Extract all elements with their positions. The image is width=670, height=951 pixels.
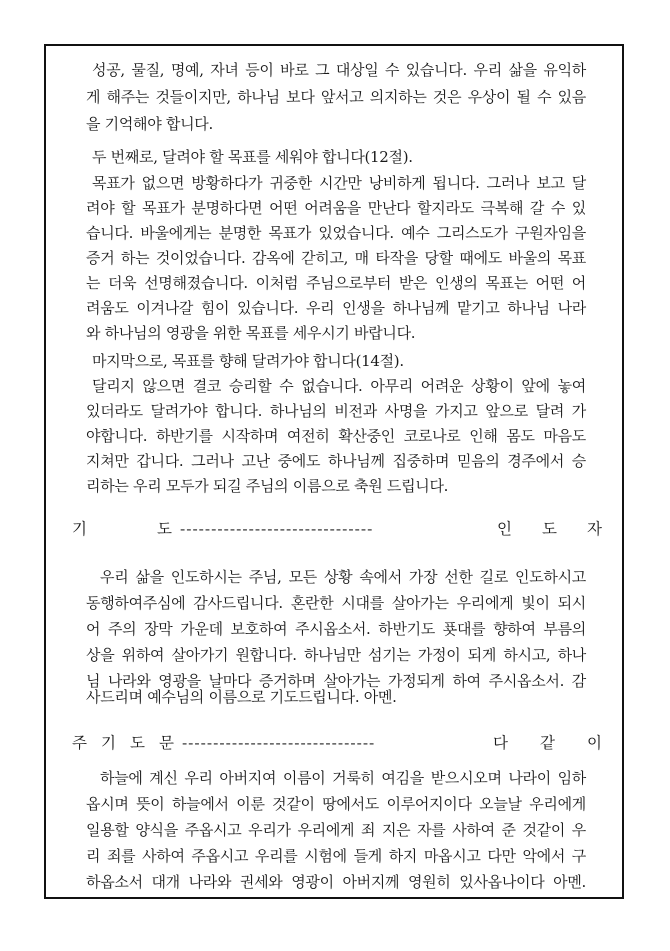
heading-char: 주 bbox=[72, 734, 87, 752]
lords-prayer-line: 리 죄를 사하여 주옵시고 우리를 시험에 들게 하지 마옵시고 다만 악에서 구 bbox=[86, 847, 586, 865]
sermon-line: 야합니다. 하반기를 시작하며 여전히 확산중인 코로나로 인해 몸도 마음도 bbox=[86, 427, 586, 445]
section-subtitle: 두 번째로, 달려야 할 목표를 세워야 합니다(12절). bbox=[92, 148, 413, 166]
lords-prayer-line: 하옵소서 대개 나라와 권세와 영광이 아버지께 영원히 있사옵나이다 아멘. bbox=[86, 873, 586, 891]
prayer-line: 동행하여주심에 감사드립니다. 혼란한 시대를 살아가는 우리에게 빛이 되시 bbox=[86, 594, 586, 612]
sermon-line: 리하는 우리 모두가 되길 주님의 이름으로 축원 드립니다. bbox=[86, 477, 449, 495]
heading-char: 도 bbox=[156, 520, 172, 538]
sermon-line: 는 더욱 선명해졌습니다. 이처럼 주님으로부터 받은 인생의 목표는 어떤 어 bbox=[86, 274, 586, 292]
sermon-line: 성공, 물질, 명예, 자녀 등이 바로 그 대상일 수 있습니다. 우리 삶을 유익하 bbox=[92, 61, 586, 79]
prayer-heading bbox=[72, 516, 602, 542]
sermon-line: 게 해주는 것들이지만, 하나님 보다 앞서고 의지하는 것은 우상이 될 수 있음 bbox=[86, 88, 586, 106]
heading-char: 같 bbox=[540, 734, 556, 752]
prayer-line: 사드리며 예수님의 이름으로 기도드립니다. 아멘. bbox=[86, 688, 397, 706]
lords-prayer-heading bbox=[72, 730, 602, 756]
heading-char: 기 bbox=[100, 734, 116, 752]
heading-dash-leader: ------------------------------- bbox=[181, 734, 376, 752]
heading-char: 인 bbox=[497, 520, 513, 538]
heading-dash-leader: ------------------------------- bbox=[179, 520, 374, 538]
sermon-line: 있더라도 달려가야 합니다. 하나님의 비전과 사명을 가지고 앞으로 달려 가 bbox=[86, 402, 586, 420]
heading-char: 도 bbox=[129, 734, 145, 752]
lords-prayer-line: 하늘에 계신 우리 아버지여 이름이 거룩히 여김을 받으시오며 나라이 임하 bbox=[100, 769, 586, 787]
sermon-line: 달리지 않으면 결코 승리할 수 없습니다. 아무리 어려운 상황이 앞에 놓여 bbox=[92, 377, 586, 395]
sermon-line: 을 기억해야 합니다. bbox=[86, 115, 213, 133]
section-subtitle: 마지막으로, 목표를 향해 달려가야 합니다(14절). bbox=[92, 352, 404, 370]
sermon-line: 와 하나님의 영광을 위한 목표를 세우시기 바랍니다. bbox=[86, 324, 416, 342]
sermon-line: 려야 할 목표가 분명하다면 어떤 어려움을 만난다 할지라도 극복해 갈 수 있 bbox=[86, 199, 586, 217]
sermon-line: 지쳐만 갑니다. 그러나 고난 중에도 하나님께 집중하며 믿음의 경주에서 승 bbox=[86, 452, 586, 470]
prayer-line: 상을 위하여 살아가기 원합니다. 하나님만 섬기는 가정이 되게 하시고, 하나 bbox=[86, 646, 586, 664]
heading-char: 문 bbox=[158, 734, 174, 752]
lords-prayer-line: 옵시며 뜻이 하늘에서 이룬 것같이 땅에서도 이루어지이다 오늘날 우리에게 bbox=[86, 795, 586, 813]
heading-char: 기 bbox=[72, 520, 87, 538]
lords-prayer-line: 일용할 양식을 주옵시고 우리가 우리에게 죄 지은 자를 사하여 준 것같이 우 bbox=[86, 821, 586, 839]
heading-char: 자 bbox=[587, 520, 602, 538]
prayer-line: 우리 삶을 인도하시는 주님, 모든 상황 속에서 가장 선한 길로 인도하시고 bbox=[100, 568, 586, 586]
heading-char: 도 bbox=[542, 520, 558, 538]
sermon-line: 증거 하는 것이었습니다. 감옥에 갇히고, 매 타작을 당할 때에도 바울의 목표 bbox=[86, 249, 586, 267]
sermon-line: 습니다. 바울에게는 분명한 목표가 있었습니다. 예수 그리스도가 구원자임을 bbox=[86, 224, 586, 242]
prayer-line: 어 주의 장막 가운데 보호하여 주시옵소서. 하반기도 푯대를 향하여 부름의 bbox=[86, 620, 586, 638]
prayer-line: 님 나라와 영광을 날마다 증거하며 살아가는 가정되게 하여 주시옵소서. 감 bbox=[86, 672, 586, 690]
sermon-line: 려움도 이겨나갈 힘이 있습니다. 우리 인생을 하나님께 맡기고 하나님 나라 bbox=[86, 299, 586, 317]
heading-char: 다 bbox=[493, 734, 509, 752]
heading-char: 이 bbox=[587, 734, 602, 752]
sermon-line: 목표가 없으면 방황하다가 귀중한 시간만 낭비하게 됩니다. 그러나 보고 달 bbox=[92, 174, 586, 192]
